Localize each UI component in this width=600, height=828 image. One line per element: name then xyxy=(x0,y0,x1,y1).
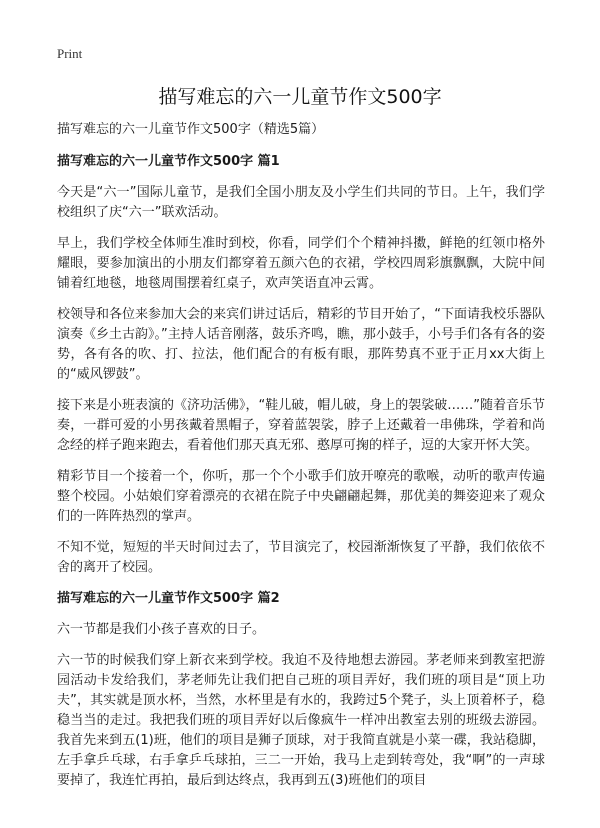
paragraph: 今天是“六一”国际儿童节，是我们全国小朋友及小学生们共同的节日。上午，我们学校组织了庆“六一”联欢活动。 xyxy=(57,185,545,220)
paragraph: 六一节的时候我们穿上新衣来到学校。我迫不及待地想去游园。茅老师来到教室把游园活动卡发给我们，茅老师先让我们把自己班的项目弄好，我们班的项目是“顶上功夫”，其实就是顶水杯，当然，水杯里是有水的，我跨过5个凳子，头上顶着杯子，稳稳当当的走过。我把我们班的项目弄好以后像疯牛一样冲出教室去别的班级去游园。我首先来到五(1)班，他们的项目是狮子顶球，对于我简直就是小菜一碟，我站稳脚，左手拿乒乓球，右手拿乒乓球拍，三二一开始，我马上走到转弯处，我“啊”的一声球要掉了，我连忙再拍，最后到达终点，我再到五(3)班他们的项目 xyxy=(57,653,545,788)
document-body xyxy=(57,120,545,802)
paragraph: 六一节都是我们小孩子喜欢的日子。 xyxy=(57,622,266,637)
paragraph: 接下来是小班表演的《济功活佛》，“鞋儿破，帽儿破，身上的袈裟破……”随着音乐节奏，一群可爱的小男孩戴着黑帽子，穿着蓝袈裟，脖子上还戴着一串佛珠，学着和尚念经的样子跑来跑去，看着他们那天真无邪、憨厚可掬的样子，逗的大家开怀大笑。 xyxy=(57,398,545,453)
page-title: 描写难忘的六一儿童节作文500字 xyxy=(158,86,442,108)
paragraph: 精彩节目一个接着一个，你听，那一个个小歌手们放开嘹亮的歌喉，动听的歌声传遍整个校园。小姑娘们穿着漂亮的衣裙在院子中央翩翩起舞，那优美的舞姿迎来了观众们的一阵阵热烈的掌声。 xyxy=(57,469,545,524)
paragraph: 校领导和各位来参加大会的来宾们讲过话后，精彩的节目开始了，“下面请我校乐器队演奏《乡土古韵》。”主持人话音刚落，鼓乐齐鸣，瞧，那小鼓手，小号手们各有各的姿势，各有各的吹、打、拉法，他们配合的有板有眼，那阵势真不亚于正月xx大街上的“威风锣鼓”。 xyxy=(57,307,545,382)
document-subtitle: 描写难忘的六一儿童节作文500字（精选5篇） xyxy=(57,122,325,137)
paragraph: 不知不觉，短短的半天时间过去了，节目演完了，校园渐渐恢复了平静，我们依依不舍的离开了校园。 xyxy=(57,540,545,575)
section-heading-1: 描写难忘的六一儿童节作文500字 篇1 xyxy=(57,154,280,169)
paragraph: 早上，我们学校全体师生准时到校，你看，同学们个个精神抖擞，鲜艳的红领巾格外耀眼，要参加演出的小朋友们都穿着五颜六色的衣裙，学校四周彩旗飘飘，大院中间铺着红地毯，地毯周围摆着红桌子，欢声笑语直冲云霄。 xyxy=(57,236,545,291)
print-link[interactable]: Print xyxy=(57,46,83,61)
section-heading-2: 描写难忘的六一儿童节作文500字 篇2 xyxy=(57,591,280,606)
